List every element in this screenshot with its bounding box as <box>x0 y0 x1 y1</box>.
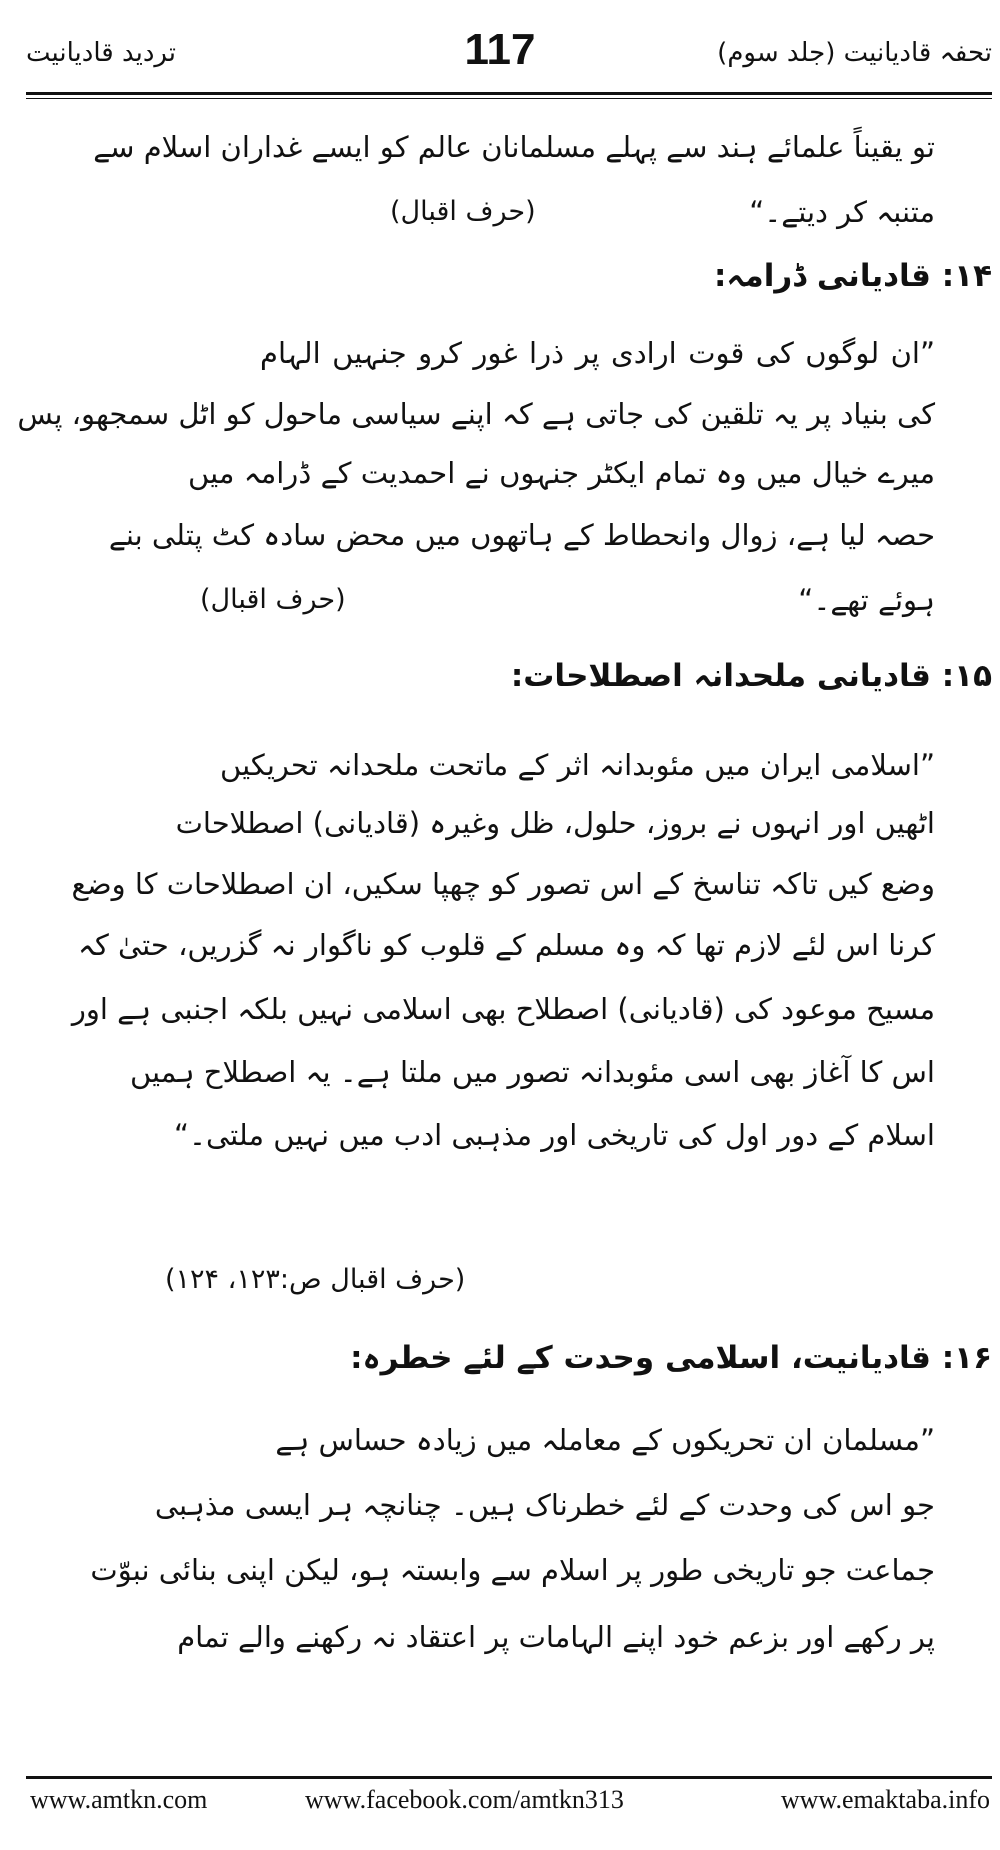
text-line: تو یقیناً علمائے ہند سے پہلے مسلمانان عالم کو ایسے غداران اسلام سے <box>93 130 935 164</box>
header-rule-thin <box>26 98 992 99</box>
text-line: ”ان لوگوں کی قوت ارادی پر ذرا غور کرو جنہیں الہام <box>260 336 935 370</box>
text-line: ”مسلمان ان تحریکوں کے معاملہ میں زیادہ حساس ہے <box>275 1423 935 1457</box>
text-line: کی بنیاد پر یہ تلقین کی جاتی ہے کہ اپنے سیاسی ماحول کو اٹل سمجھو، پس <box>17 397 935 431</box>
text-line: اسلام کے دور اول کی تاریخی اور مذہبی ادب میں نہیں ملتی۔“ <box>173 1118 935 1152</box>
text-line: ”اسلامی ایران میں مئوبدانہ اثر کے ماتحت ملحدانہ تحریکیں <box>220 748 935 782</box>
citation: (حرف اقبال) <box>390 196 536 227</box>
section-heading: ۱۵: قادیانی ملحدانہ اصطلاحات: <box>510 658 992 694</box>
citation: (حرف اقبال) <box>200 584 346 615</box>
header-rule <box>26 92 992 95</box>
text-line: پر رکھے اور بزعم خود اپنے الہامات پر اعتقاد نہ رکھنے والے تمام <box>177 1620 935 1654</box>
page-number: 117 <box>464 25 536 74</box>
section-title: تردید قادیانیت <box>26 38 177 68</box>
text-line: جو اس کی وحدت کے لئے خطرناک ہیں۔ چنانچہ ہر ایسی مذہبی <box>154 1488 935 1522</box>
text-line: وضع کیں تاکہ تناسخ کے اس تصور کو چھپا سکیں، ان اصطلاحات کا وضع <box>71 867 935 901</box>
text-line: میرے خیال میں وہ تمام ایکٹر جنہوں نے احمدیت کے ڈرامہ میں <box>188 456 935 490</box>
text-line: کرنا اس لئے لازم تھا کہ وہ مسلم کے قلوب کو ناگوار نہ گزریں، حتیٰ کہ <box>77 928 935 962</box>
section-heading: ۱۶: قادیانیت، اسلامی وحدت کے لئے خطرہ: <box>350 1340 992 1376</box>
text-line: حصہ لیا ہے، زوال وانحطاط کے ہاتھوں میں محض سادہ کٹ پتلی بنے <box>108 518 935 552</box>
section-heading: ۱۴: قادیانی ڈرامہ: <box>714 258 992 294</box>
footer-link-emaktaba[interactable]: www.emaktaba.info <box>780 1785 990 1814</box>
text-line: متنبہ کر دیتے۔“ <box>749 195 935 229</box>
text-line: ہوئے تھے۔“ <box>798 583 935 617</box>
footer-link-facebook[interactable]: www.facebook.com/amtkn313 <box>305 1785 624 1814</box>
text-line: اٹھیں اور انہوں نے بروز، حلول، ظل وغیرہ (قادیانی) اصطلاحات <box>175 806 935 840</box>
citation: (حرف اقبال ص:۱۲۳، ۱۲۴) <box>165 1264 466 1295</box>
footer-link-amtkn[interactable]: www.amtkn.com <box>30 1785 208 1814</box>
footer-rule <box>26 1776 992 1779</box>
text-line: مسیح موعود کی (قادیانی) اصطلاح بھی اسلامی نہیں بلکہ اجنبی ہے اور <box>71 992 935 1026</box>
text-line: جماعت جو تاریخی طور پر اسلام سے وابستہ ہو، لیکن اپنی بنائی نبوّت <box>90 1553 935 1587</box>
book-title: تحفہ قادیانیت (جلد سوم) <box>717 38 992 68</box>
text-line: اس کا آغاز بھی اسی مئوبدانہ تصور میں ملتا ہے۔ یہ اصطلاح ہمیں <box>129 1055 935 1089</box>
